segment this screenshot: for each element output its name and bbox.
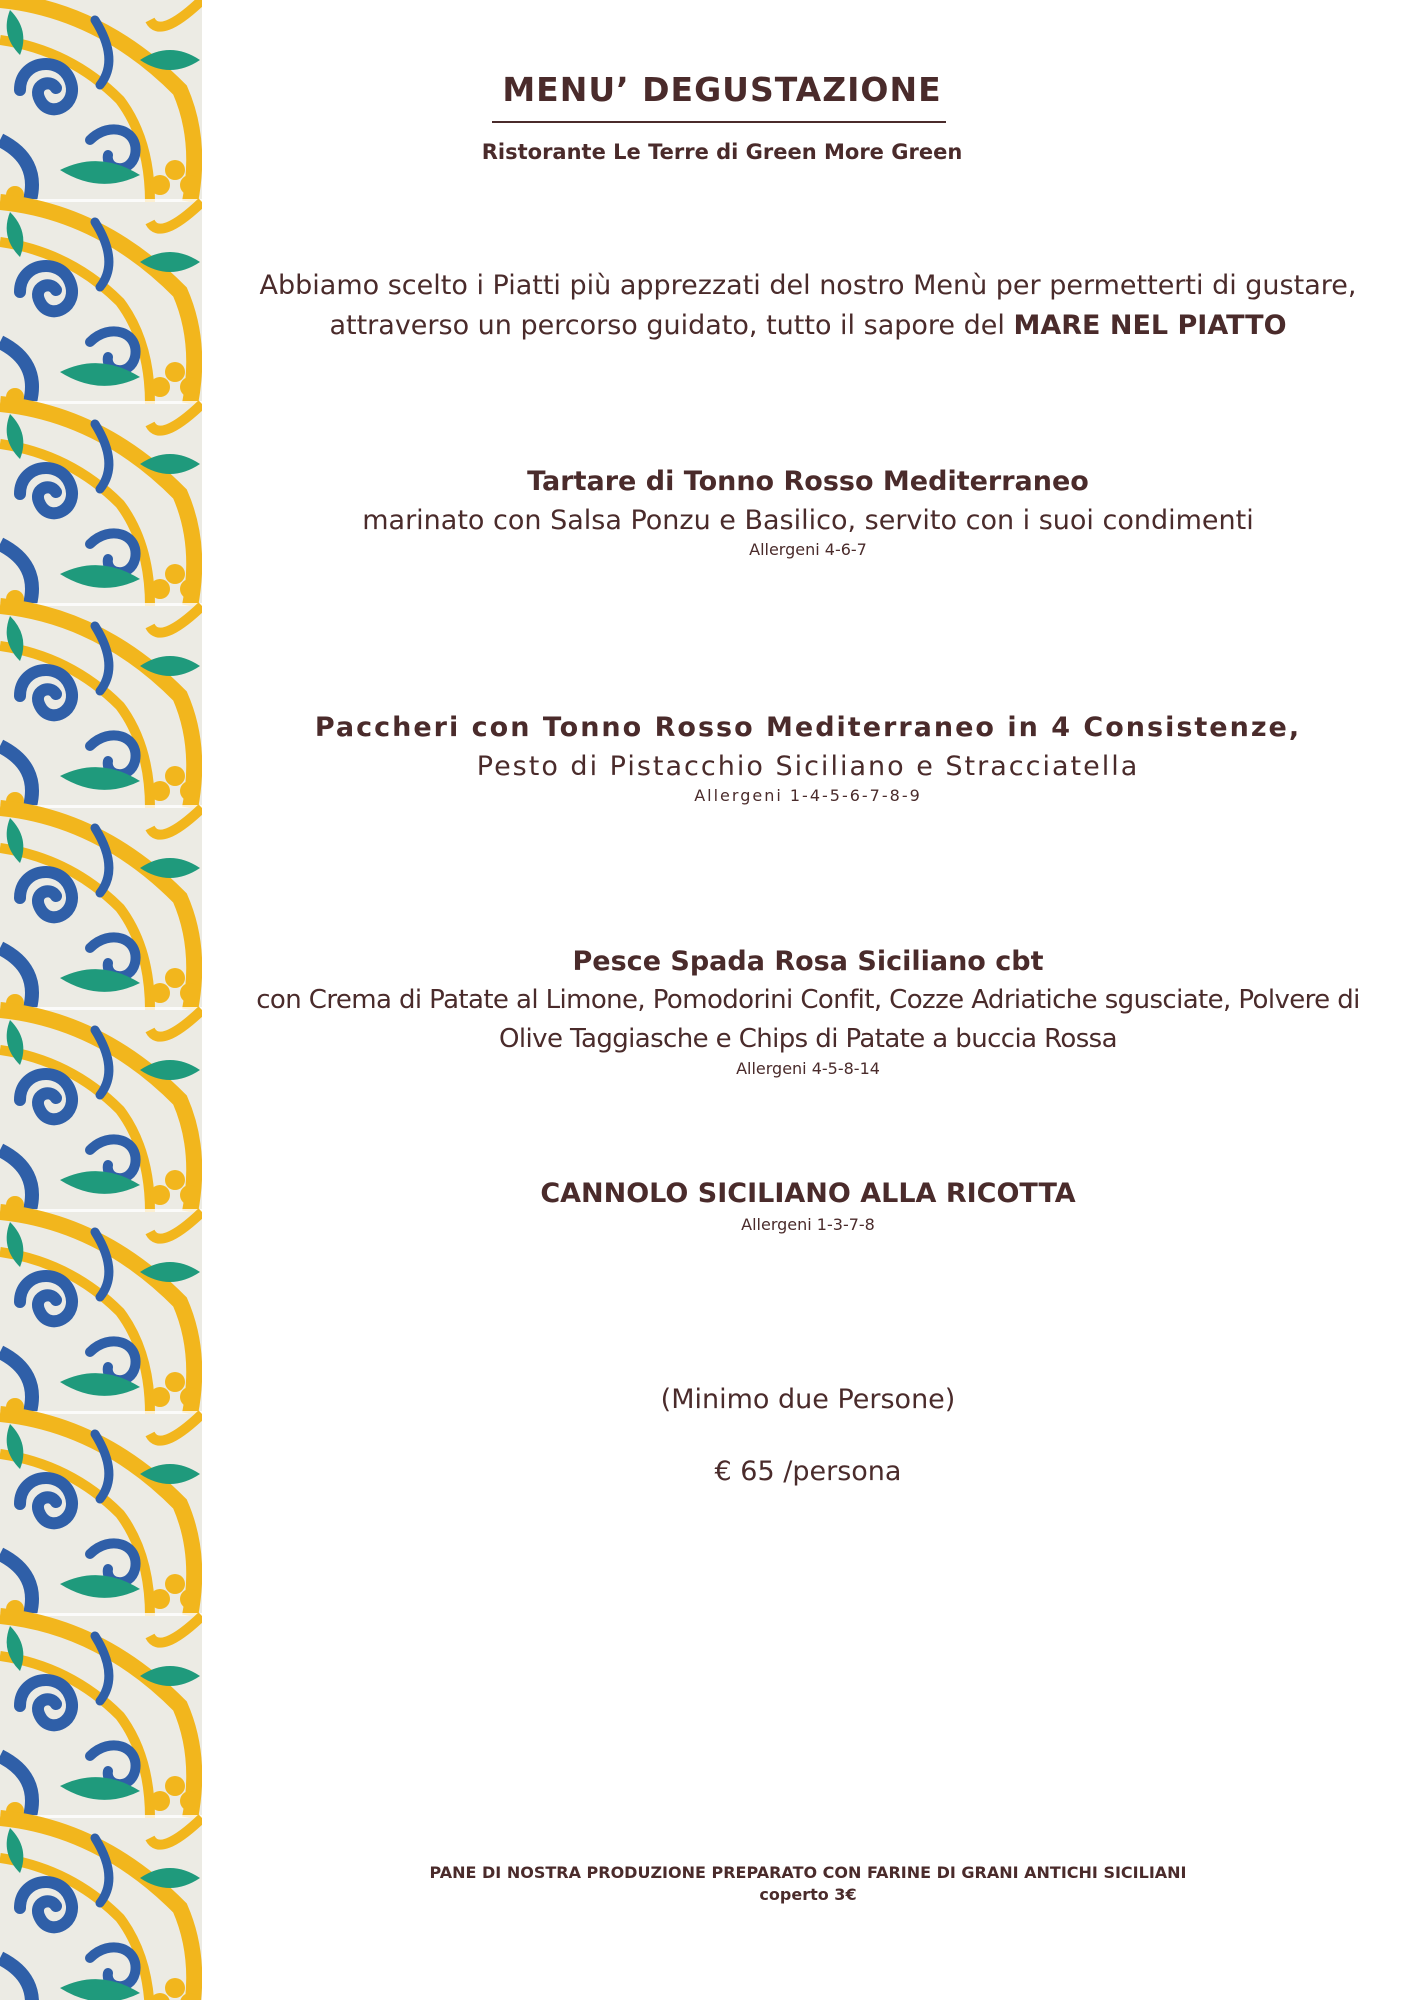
- decorative-tile-border: [0, 0, 202, 2000]
- dish-3-description-line-1: con Crema di Patate al Limone, Pomodorini Confit, Cozze Adriatiche sgusciate, Polvere di: [256, 985, 1360, 1015]
- dish-2: [202, 712, 1414, 805]
- dish-4-title: CANNOLO SICILIANO ALLA RICOTTA: [540, 1178, 1076, 1209]
- dish-1-title: Tartare di Tonno Rosso Mediterraneo: [527, 466, 1089, 497]
- dish-3-description-line-2: Olive Taggiasche e Chips di Patate a buccia Rossa: [499, 1024, 1117, 1054]
- dish-1-description: marinato con Salsa Ponzu e Basilico, servito con i suoi condimenti: [362, 505, 1254, 536]
- dish-2-title: Paccheri con Tonno Rosso Mediterraneo in 4 Consistenze,: [314, 712, 1302, 743]
- dish-3-title: Pesce Spada Rosa Siciliano cbt: [572, 946, 1044, 977]
- dish-4: [202, 1178, 1414, 1234]
- footer: [202, 1862, 1414, 1906]
- dish-4-allergens: Allergeni 1-3-7-8: [741, 1215, 875, 1234]
- intro-highlight: MARE NEL PIATTO: [1013, 310, 1287, 341]
- price-per-person: € 65 /persona: [714, 1456, 902, 1487]
- menu-content: [202, 0, 1414, 2000]
- dish-2-allergens: Allergeni 1-4-5-6-7-8-9: [694, 786, 922, 805]
- dish-3: [202, 946, 1414, 1078]
- dish-2-description: Pesto di Pistacchio Siciliano e Stracciatella: [476, 751, 1140, 782]
- bread-note: PANE DI NOSTRA PRODUZIONE PREPARATO CON FARINE DI GRANI ANTICHI SICILIANI: [429, 1863, 1187, 1882]
- majolica-tile-pattern: [0, 0, 202, 2000]
- intro-line-2: [202, 306, 1414, 346]
- cover-charge: coperto 3€: [759, 1885, 857, 1904]
- restaurant-name: Ristorante Le Terre di Green More Green: [481, 140, 963, 164]
- minimum-persons: (Minimo due Persone): [660, 1384, 956, 1415]
- title-divider: [492, 121, 946, 123]
- intro-text: [202, 266, 1414, 346]
- page-title: MENU’ DEGUSTAZIONE: [502, 70, 942, 109]
- intro-line-2-prefix: attraverso un percorso guidato, tutto il sapore del: [329, 310, 1014, 341]
- intro-line-1: Abbiamo scelto i Piatti più apprezzati del nostro Menù per permetterti di gustare,: [259, 270, 1357, 301]
- dish-1: [202, 466, 1414, 559]
- dish-1-allergens: Allergeni 4-6-7: [749, 540, 867, 559]
- dish-3-allergens: Allergeni 4-5-8-14: [736, 1059, 880, 1078]
